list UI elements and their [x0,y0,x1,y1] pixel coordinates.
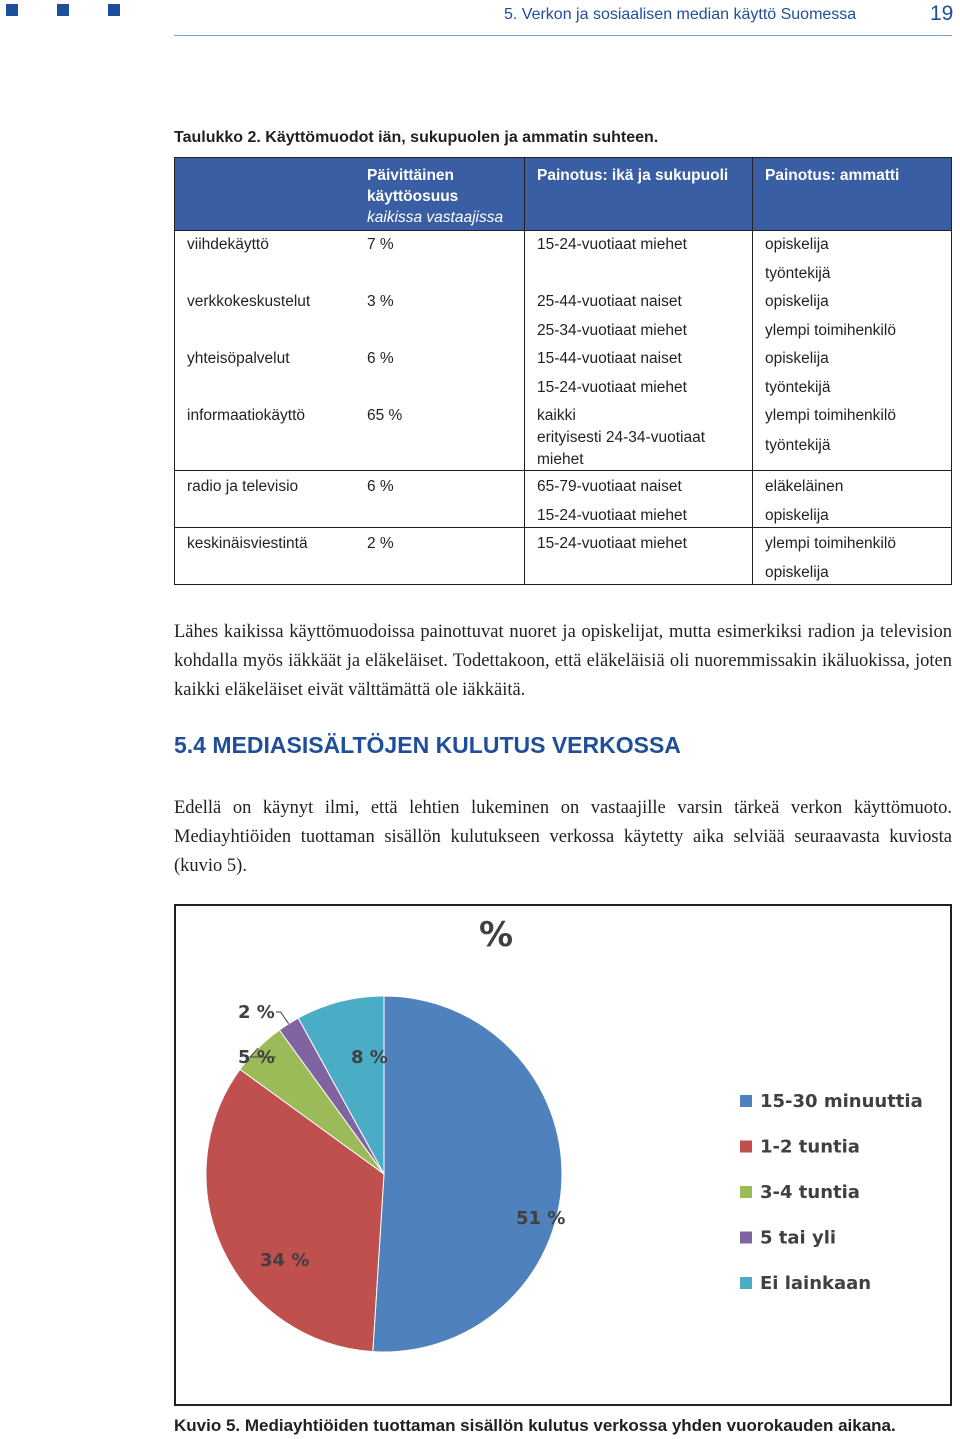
legend-swatch [740,1095,752,1107]
header-square-icon [6,4,18,16]
row-age-group: erityisesti 24-34-vuotiaat miehet [537,429,705,468]
row-age-group: 25-34-vuotiaat miehet [537,322,687,339]
row-occupation: ylempi toimihenkilö [765,407,896,424]
running-header-title: 5. Verkon ja sosiaalisen median käyttö Suomessa [504,6,857,23]
row-age-group: 15-24-vuotiaat miehet [537,507,687,524]
pie-data-label: 2 % [238,1002,275,1023]
row-share: 65 % [367,407,403,424]
col-divider [752,158,753,584]
row-occupation: opiskelija [765,350,829,367]
header-daily-share-line2: käyttöosuus [367,188,459,205]
header-occupation: Painotus: ammatti [765,167,900,184]
row-occupation: ylempi toimihenkilö [765,322,896,339]
header-daily-share [367,165,503,228]
row-age-group: kaikki [537,407,576,424]
row-age-group: 25-44-vuotiaat naiset [537,293,682,310]
legend-swatch [740,1141,752,1153]
legend-label: Ei lainkaan [760,1273,872,1294]
header-square-icon [108,4,120,16]
row-usage-name: viihdekäyttö [187,236,269,253]
row-share: 3 % [367,293,394,310]
row-age-group: 15-24-vuotiaat miehet [537,535,687,552]
legend-swatch [740,1277,752,1289]
header-daily-share-sub: kaikissa vastaajissa [367,209,504,226]
row-divider [175,527,951,528]
header-square-icon [57,4,69,16]
row-occupation: opiskelija [765,564,829,581]
row-usage-name: keskinäisviestintä [187,535,308,552]
chart-title: % [478,915,514,955]
row-age-group: 15-24-vuotiaat miehet [537,379,687,396]
row-share: 7 % [367,236,394,253]
figure-caption: Kuvio 5. Mediayhtiöiden tuottaman sisällön kulutus verkossa yhden vuorokauden aikana. [174,1416,896,1435]
pie-data-label: 34 % [260,1250,310,1271]
header-age-gender: Painotus: ikä ja sukupuoli [537,167,729,184]
row-occupation: opiskelija [765,236,829,253]
header-rule [174,35,952,36]
body-paragraph: Lähes kaikissa käyttömuodoissa painottuvat nuoret ja opiskelijat, mutta esimerkiksi radion ja television kohdalla myös iäkkäät ja eläkeläiset. Todettakoon, että eläkeläisiä oli nuoremmissakin ikäluokissa, joten kaikki eläkeläiset eivät välttämättä ole iäkkäitä. [174,622,952,700]
row-share: 6 % [367,350,394,367]
row-occupation: työntekijä [765,379,831,396]
table-header-row [175,158,951,230]
row-occupation: opiskelija [765,293,829,310]
pie-leader-line [276,1012,289,1024]
row-occupation: eläkeläinen [765,478,844,495]
row-share: 2 % [367,535,394,552]
row-usage-name: yhteisöpalvelut [187,350,290,367]
legend-swatch [740,1186,752,1198]
legend-label: 3-4 tuntia [760,1182,860,1203]
usage-table [174,157,952,585]
row-occupation: työntekijä [765,265,831,282]
body-paragraph: Edellä on käynyt ilmi, että lehtien lukeminen on vastaajille varsin tärkeä verkon käyttömuoto. Mediayhtiöiden tuottaman sisällön kulutukseen verkossa käytetty aika selviää seuraavasta kuviosta (kuvio 5). [174,798,952,876]
row-occupation: opiskelija [765,507,829,524]
row-age-group: 15-24-vuotiaat miehet [537,236,687,253]
row-usage-name: radio ja televisio [187,478,299,495]
pie-chart [176,906,950,1404]
row-share: 6 % [367,478,394,495]
col-divider [524,158,525,584]
header-daily-share-line1: Päivittäinen [367,167,454,184]
row-age-group: 65-79-vuotiaat naiset [537,478,682,495]
pie-data-label: 8 % [351,1047,388,1068]
row-divider [175,230,951,231]
section-heading: 5.4 MEDIASISÄLTÖJEN KULUTUS VERKOSSA [174,732,681,758]
pie-data-label: 51 % [516,1208,566,1229]
pie-slice-15-30-minuuttia [373,996,562,1352]
row-usage-name: informaatiokäyttö [187,407,306,424]
legend-label: 15-30 minuuttia [760,1091,923,1112]
row-usage-name: verkkokeskustelut [187,293,311,310]
row-occupation: ylempi toimihenkilö [765,535,896,552]
pie-chart-figure [174,904,952,1406]
page-number: 19 [930,2,954,25]
row-age-group: 15-44-vuotiaat naiset [537,350,682,367]
legend-swatch [740,1232,752,1244]
legend-label: 1-2 tuntia [760,1136,860,1158]
pie-data-label: 5 % [238,1047,275,1068]
legend-label: 5 tai yli [760,1227,837,1249]
table-caption: Taulukko 2. Käyttömuodot iän, sukupuolen ja ammatin suhteen. [174,129,659,146]
row-occupation: työntekijä [765,437,831,454]
